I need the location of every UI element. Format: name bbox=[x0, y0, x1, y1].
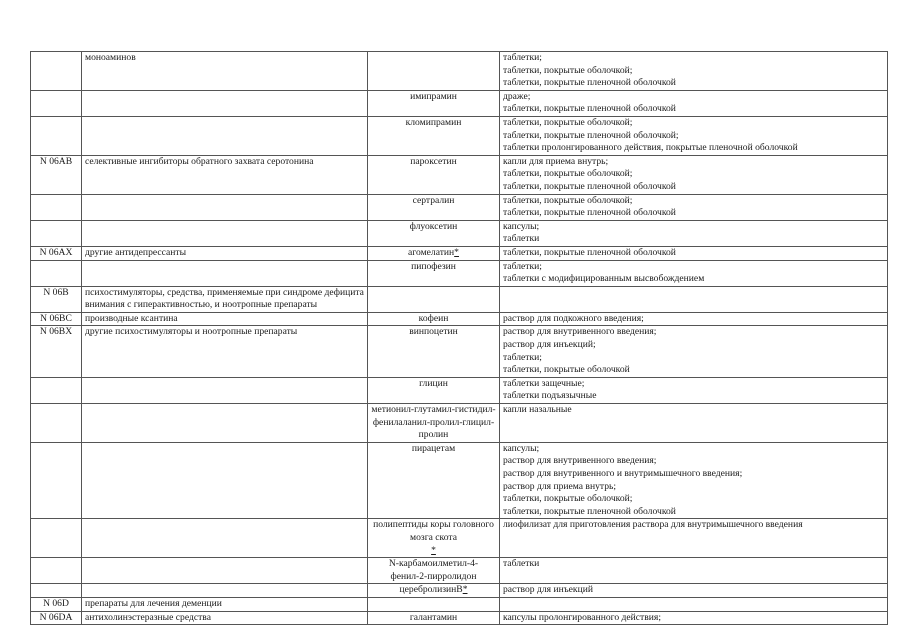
drug-name-text: пипофезин bbox=[411, 260, 456, 272]
drug-name-text: кломипрамин bbox=[405, 116, 462, 128]
drug-name-cell bbox=[368, 260, 500, 286]
group-name-cell bbox=[82, 597, 368, 611]
dosage-form-line: таблетки защечные; bbox=[503, 377, 585, 389]
drug-name-text: глицин bbox=[419, 377, 448, 389]
dosage-forms-cell bbox=[500, 90, 888, 116]
table-row bbox=[31, 220, 888, 246]
footnote-mark: * bbox=[431, 544, 436, 556]
drug-name-text: кофеин bbox=[418, 312, 449, 324]
drug-name-cell bbox=[368, 90, 500, 116]
dosage-form-line: капсулы пролонгированного действия; bbox=[503, 611, 661, 623]
table-row bbox=[31, 52, 888, 91]
dosage-form-line: таблетки bbox=[503, 558, 540, 570]
drug-name-text: имипрамин bbox=[410, 90, 457, 102]
dosage-forms-cell bbox=[500, 155, 888, 194]
dosage-forms-cell bbox=[500, 519, 888, 558]
dosage-form-line: раствор для инъекций bbox=[503, 584, 593, 596]
drug-name-text: флуоксетин bbox=[409, 220, 458, 232]
dosage-form-line: таблетки, покрытые оболочкой; bbox=[503, 493, 633, 505]
dosage-form-line: таблетки, покрытые оболочкой; bbox=[503, 194, 633, 206]
dosage-form-line: таблетки; bbox=[503, 260, 542, 272]
group-name-cell bbox=[82, 558, 368, 584]
dosage-forms-cell bbox=[500, 558, 888, 584]
group-name-cell bbox=[82, 377, 368, 403]
atc-code-cell bbox=[31, 260, 82, 286]
table-body bbox=[31, 52, 888, 625]
table-row bbox=[31, 584, 888, 598]
footnote-mark: * bbox=[454, 246, 459, 258]
atc-code-cell: N 06D bbox=[31, 597, 82, 611]
drug-name-text: сертралин bbox=[412, 194, 455, 206]
drug-name-text: агомелатин bbox=[408, 246, 455, 258]
atc-code-cell bbox=[31, 52, 82, 91]
table-row bbox=[31, 611, 888, 625]
group-name-cell bbox=[82, 52, 368, 91]
atc-code-cell: N 06BX bbox=[31, 326, 82, 377]
atc-code-cell: N 06BC bbox=[31, 312, 82, 326]
drug-name-cell bbox=[368, 220, 500, 246]
dosage-form-line: таблетки пролонгированного действия, покрытые пленочной оболочкой bbox=[503, 142, 798, 154]
drug-name-text: винпоцетин bbox=[409, 326, 458, 338]
group-name-cell bbox=[82, 611, 368, 625]
drug-name-text: церебролизинВ bbox=[399, 584, 463, 596]
atc-code-cell: N 06B bbox=[31, 286, 82, 312]
drug-name-text: N-карбамоилметил-4-фенил-2-пирролидон bbox=[388, 558, 479, 582]
dosage-form-line: таблетки подъязычные bbox=[503, 390, 597, 402]
group-name-text: другие психостимуляторы и ноотропные препараты bbox=[85, 326, 298, 338]
group-name-cell bbox=[82, 442, 368, 519]
atc-code-cell bbox=[31, 584, 82, 598]
table-row bbox=[31, 312, 888, 326]
group-name-text: производные ксантина bbox=[85, 312, 178, 324]
table-row bbox=[31, 519, 888, 558]
dosage-forms-cell bbox=[500, 312, 888, 326]
drug-name-cell bbox=[368, 116, 500, 155]
drug-list-table bbox=[30, 51, 888, 625]
drug-name-cell bbox=[368, 377, 500, 403]
dosage-form-line: раствор для подкожного введения; bbox=[503, 312, 644, 324]
drug-name-cell bbox=[368, 286, 500, 312]
group-name-cell bbox=[82, 326, 368, 377]
table-row bbox=[31, 194, 888, 220]
dosage-form-line: раствор для внутривенного и внутримышечного введения; bbox=[503, 468, 743, 479]
dosage-form-line: таблетки, покрытые оболочкой; bbox=[503, 168, 633, 180]
drug-name-cell bbox=[368, 326, 500, 377]
drug-name-text: пирацетам bbox=[411, 442, 456, 454]
dosage-form-line: капли назальные bbox=[503, 404, 572, 416]
drug-name-cell bbox=[368, 519, 500, 558]
drug-name-text: пароксетин bbox=[410, 155, 457, 167]
group-name-text: другие антидепрессанты bbox=[85, 246, 187, 258]
dosage-form-line: раствор для внутривенного введения; bbox=[503, 326, 657, 338]
dosage-form-line: таблетки, покрытые пленочной оболочкой; bbox=[503, 129, 679, 141]
dosage-forms-cell bbox=[500, 260, 888, 286]
footnote-mark: * bbox=[462, 584, 468, 596]
table-row bbox=[31, 377, 888, 403]
dosage-form-line: раствор для приема внутрь; bbox=[503, 480, 617, 492]
table-row bbox=[31, 286, 888, 312]
table-row bbox=[31, 155, 888, 194]
group-name-cell bbox=[82, 90, 368, 116]
dosage-form-line: капсулы; bbox=[503, 442, 540, 454]
dosage-forms-cell bbox=[500, 194, 888, 220]
atc-code-cell: N 06AB bbox=[31, 155, 82, 194]
atc-code-cell: N 06DA bbox=[31, 611, 82, 625]
group-name-cell bbox=[82, 220, 368, 246]
drug-name-cell bbox=[368, 312, 500, 326]
atc-code-cell bbox=[31, 194, 82, 220]
group-name-text: психостимуляторы, средства, применяемые при синдроме дефицита внимания с гиперактивностью, и ноотропные препараты bbox=[85, 286, 364, 311]
dosage-forms-cell bbox=[500, 52, 888, 91]
group-name-cell bbox=[82, 194, 368, 220]
dosage-form-line: таблетки, покрытые оболочкой bbox=[503, 364, 630, 376]
table-row bbox=[31, 442, 888, 519]
dosage-form-line: таблетки, покрытые оболочкой; bbox=[503, 116, 633, 128]
group-name-cell bbox=[82, 404, 368, 443]
dosage-forms-cell bbox=[500, 597, 888, 611]
group-name-cell bbox=[82, 155, 368, 194]
dosage-form-line: таблетки, покрытые оболочкой; bbox=[503, 64, 633, 76]
dosage-form-line: таблетки; bbox=[503, 52, 542, 63]
dosage-forms-cell bbox=[500, 611, 888, 625]
atc-code-cell bbox=[31, 220, 82, 246]
drug-name-cell bbox=[368, 52, 500, 91]
dosage-form-line: таблетки, покрытые пленочной оболочкой bbox=[503, 207, 676, 219]
group-name-cell bbox=[82, 312, 368, 326]
table-row bbox=[31, 404, 888, 443]
drug-name-cell bbox=[368, 558, 500, 584]
table-row bbox=[31, 116, 888, 155]
table-row bbox=[31, 260, 888, 286]
dosage-form-line: капсулы; bbox=[503, 220, 540, 232]
dosage-forms-cell bbox=[500, 404, 888, 443]
drug-name-cell bbox=[368, 404, 500, 443]
group-name-cell bbox=[82, 584, 368, 598]
dosage-forms-cell bbox=[500, 116, 888, 155]
group-name-cell bbox=[82, 286, 368, 312]
atc-code-cell: N 06AX bbox=[31, 246, 82, 260]
dosage-form-line: таблетки, покрытые пленочной оболочкой bbox=[503, 103, 676, 115]
dosage-form-line: таблетки с модифицированным высвобождением bbox=[503, 273, 705, 285]
dosage-form-line: таблетки; bbox=[503, 351, 542, 363]
dosage-forms-cell bbox=[500, 584, 888, 598]
dosage-form-line: таблетки, покрытые пленочной оболочкой bbox=[503, 505, 676, 517]
table-row bbox=[31, 558, 888, 584]
table-row bbox=[31, 90, 888, 116]
dosage-forms-cell bbox=[500, 286, 888, 312]
dosage-forms-cell bbox=[500, 377, 888, 403]
group-name-cell bbox=[82, 519, 368, 558]
drug-name-text: метионил-глутамил-гистидил-фенилаланил-пролил-глицил-пролин bbox=[371, 404, 496, 441]
group-name-text: препараты для лечения деменции bbox=[85, 597, 222, 609]
group-name-text: моноаминов bbox=[85, 52, 136, 63]
atc-code-cell bbox=[31, 90, 82, 116]
dosage-form-line: таблетки, покрытые пленочной оболочкой bbox=[503, 77, 676, 89]
dosage-form-line: таблетки bbox=[503, 233, 540, 245]
group-name-cell bbox=[82, 260, 368, 286]
dosage-form-line: таблетки, покрытые пленочной оболочкой bbox=[503, 246, 676, 258]
dosage-forms-cell bbox=[500, 246, 888, 260]
group-name-text: антихолинэстеразные средства bbox=[85, 611, 211, 623]
drug-name-cell bbox=[368, 246, 500, 260]
drug-name-cell bbox=[368, 155, 500, 194]
dosage-forms-cell bbox=[500, 220, 888, 246]
atc-code-cell bbox=[31, 116, 82, 155]
drug-name-cell bbox=[368, 597, 500, 611]
atc-code-cell bbox=[31, 442, 82, 519]
drug-name-cell bbox=[368, 611, 500, 625]
drug-name-text: галантамин bbox=[409, 611, 458, 623]
dosage-form-line: капли для приема внутрь; bbox=[503, 155, 609, 167]
table-row bbox=[31, 326, 888, 377]
document-page bbox=[30, 51, 887, 625]
atc-code-cell bbox=[31, 519, 82, 558]
atc-code-cell bbox=[31, 558, 82, 584]
table-row bbox=[31, 246, 888, 260]
atc-code-cell bbox=[31, 404, 82, 443]
group-name-text: селективные ингибиторы обратного захвата серотонина bbox=[85, 155, 314, 167]
group-name-cell bbox=[82, 246, 368, 260]
group-name-cell bbox=[82, 116, 368, 155]
atc-code-cell bbox=[31, 377, 82, 403]
dosage-form-line: раствор для инъекций; bbox=[503, 339, 596, 351]
dosage-form-line: таблетки, покрытые пленочной оболочкой bbox=[503, 180, 676, 192]
drug-name-cell bbox=[368, 194, 500, 220]
drug-name-cell bbox=[368, 442, 500, 519]
dosage-form-line: лиофилизат для приготовления раствора для внутримышечного введения bbox=[503, 519, 803, 531]
dosage-forms-cell bbox=[500, 442, 888, 519]
table-row bbox=[31, 597, 888, 611]
dosage-form-line: драже; bbox=[503, 90, 531, 102]
drug-name-cell bbox=[368, 584, 500, 598]
drug-name-text: полипептиды коры головного мозга скота bbox=[373, 519, 494, 543]
dosage-form-line: раствор для внутривенного введения; bbox=[503, 455, 657, 467]
dosage-forms-cell bbox=[500, 326, 888, 377]
